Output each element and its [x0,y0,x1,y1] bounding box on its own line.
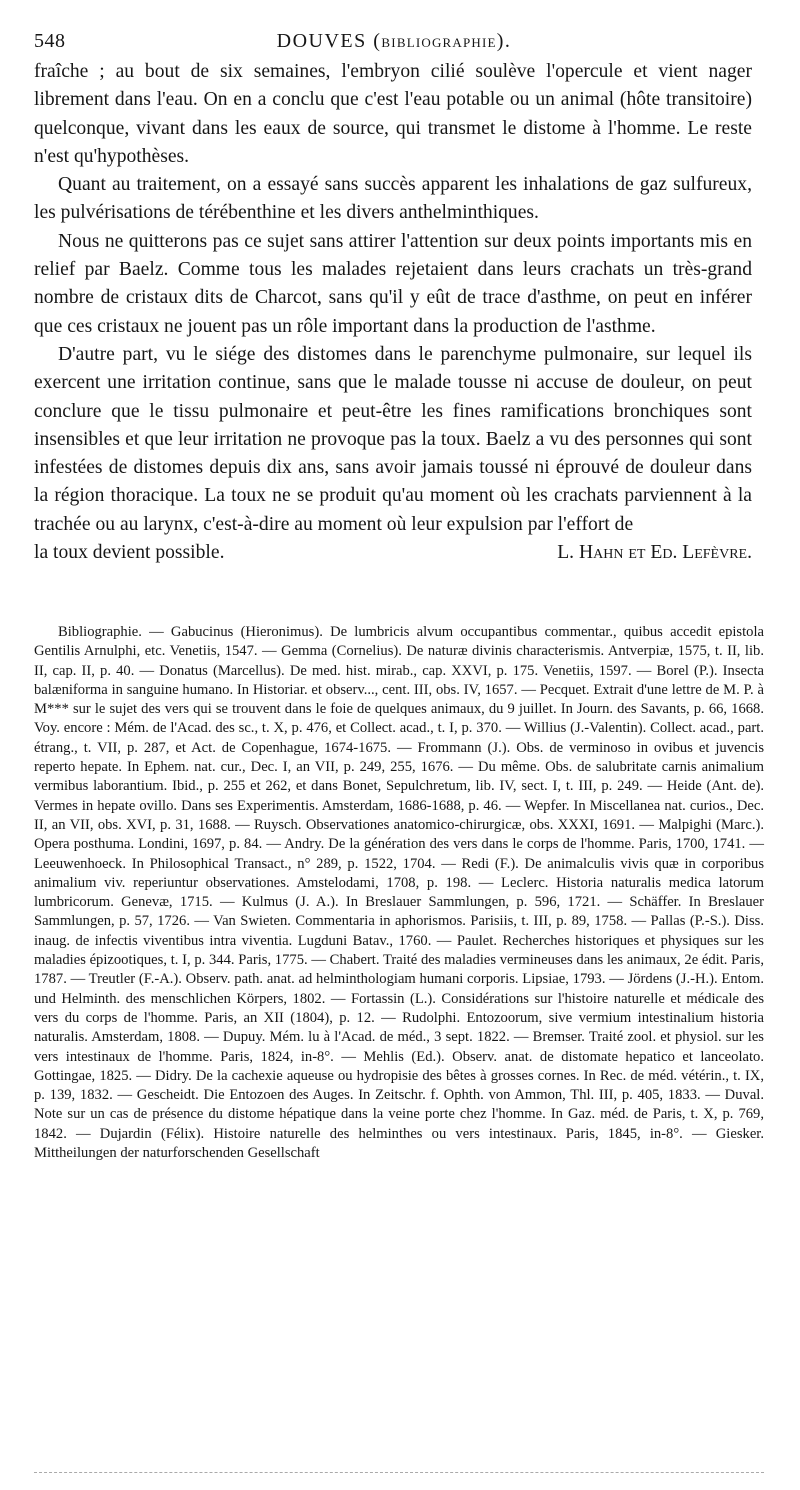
paragraph: D'autre part, vu le siége des distomes dans le parenchyme pulmonaire, sur lequel ils exercent une irritation continue, sans que le malade tousse ni accuse de douleur, on peut conclure que le tissu pulmonaire et peut-être les fines ramifications bronchiques sont insensibles et que leur irritation ne provoque pas la toux. Baelz a vu des personnes qui sont infestées de distomes depuis dix ans, sans avoir jamais toussé ni éprouvé de douleur dans la région thoracique. La toux ne se produit qu'au moment où les crachats parviennent à la trachée ou au larynx, c'est-à-dire au moment où leur expulsion par l'effort de [34,343,752,535]
page-number: 548 [34,30,66,52]
main-text [34,58,752,567]
running-title-section: BIBLIOGRAPHIE [381,35,497,50]
bibliography-section [34,623,764,1163]
footer-rule [34,1472,764,1473]
author-signature: L. Hahn et Ed. Lefèvre. [557,542,752,564]
bibliography-text: Bibliographie. — Gabucinus (Hieronimus). De lumbricis alvum occupantibus commentar., quibus accedit epistola Gentilis Arnulphi, etc. Venetiis, 1547. — Gemma (Cornelius). De naturæ divinis characterismis. Antverpiæ, 1575, t. II, lib. II, cap. II, p. 40. — Donatus (Marcellus). De med. hist. mirab., cap. XXVI, p. 175. Venetiis, 1597. — Borel (P.). Insecta balæniforma in sanguine humano. In Historiar. et observ..., cent. III, obs. IV, 1657. — Pecquet. Extrait d'une lettre de M. P. à M*** sur le sujet des vers qui se trouvent dans le foie de quelques animaux, du 9 juillet. In Journ. des Savants, p. 66, 1668. Voy. encore : Mém. de l'Acad. des sc., t. X, p. 476, et Collect. acad., t. I, p. 370. — Willius (J.-Valentin). Collect. acad., part. étrang., t. VII, p. 287, et Act. de Copenhague, 1674-1675. — Frommann (J.). Obs. de verminoso in ovibus et juvencis reperto hepate. In Ephem. nat. cur., Dec. I, an VII, p. 249, 255, 1676. — Du même. Obs. de salubritate carnis animalium vermibus laborantium. Ibid., p. 255 et 262, et dans Bonet, Sepulchretum, lib. IV, sect. I, t. III, p. 249. — Heide (Ant. de). Vermes in hepate ovillo. Dans ses Experimentis. Amsterdam, 1686-1688, p. 46. — Wepfer. In Miscellanea nat. curios., Dec. II, an VII, obs. XVI, p. 31, 1688. — Ruysch. Observationes anatomico-chirurgicæ, obs. XXXI, 1691. — Malpighi (Marc.). Opera posthuma. Londini, 1697, p. 84. — Andry. De la génération des vers dans le corps de l'homme. Paris, 1700, 1741. — Leeuwenhoeck. In Philosophical Transact., n° 289, p. 1522, 1704. — Redi (F.). De animalculis vivis quæ in corporibus animalium viv. reperiuntur observationes. Amstelodami, 1708, p. 198. — Leclerc. Historia naturalis medica latorum lumbricorum. Genevæ, 1715. — Kulmus (J. A.). In Breslauer Sammlungen, p. 596, 1721. — Schäffer. In Breslauer Sammlungen, p. 57, 1726. — Van Swieten. Commentaria in aphorismos. Parisiis, t. III, p. 89, 1758. — Pallas (P.-S.). Diss. inaug. de infectis viventibus intra viventia. Lugduni Batav., 1760. — Paulet. Recherches historiques et physiques sur les maladies épizootiques, t. I, p. 344. Paris, 1775. — Chabert. Traité des maladies vermineuses dans les animaux, 2e édit. Paris, 1787. — Treutler (F.-A.). Observ. path. anat. ad helminthologiam humani corporis. Lipsiae, 1793. — Jördens (J.-H.). Entom. und Helminth. des menschlichen Körpers, 1802. — Fortassin (L.). Considérations sur l'histoire naturelle et médicale des vers du corps de l'homme. Paris, an XII (1804), p. 12. — Rudolphi. Entozoorum, sive vermium intestinalium historia naturalis. Amsterdam, 1808. — Dupuy. Mém. lu à l'Acad. de méd., 3 sept. 1822. — Bremser. Traité zool. et physiol. sur les vers intestinaux de l'homme. Paris, 1824, in-8°. — Mehlis (Ed.). Observ. anat. de distomate hepatico et lanceolato. Gottingae, 1825. — Didry. De la cachexie aqueuse ou hydropisie des bêtes à grosses cornes. In Rec. de méd. vétérin., t. IX, p. 139, 1832. — Gescheidt. Die Entozoen des Auges. In Zeitschr. f. Ophth. von Ammon, Thl. III, p. 405, 1833. — Duval. Note sur un cas de présence du distome hépatique dans la veine porte chez l'homme. In Gaz. méd. de Paris, t. X, p. 769, 1842. — Dujardin (Félix). Histoire naturelle des helminthes ou vers intestinaux. Paris, 1845, in-8°. — Giesker. Mittheilungen der naturforschenden Gesellschaft [34,624,764,1162]
paragraph: fraîche ; au bout de six semaines, l'embryon cilié soulève l'opercule et vient nager librement dans l'eau. On en a conclu que c'est l'eau potable ou un animal (hôte transitoire) quelconque, vivant dans les eaux de source, qui transmet le distome à l'homme. Le reste n'est qu'hypothèses. [34,61,752,167]
signature-line [34,539,752,567]
page-header [34,30,754,56]
running-title [34,30,754,53]
running-title-main: DOUVES ( [276,30,382,52]
closing-text: la toux devient possible. [34,542,225,564]
paragraph: Nous ne quitterons pas ce sujet sans attirer l'attention sur deux points importants mis en relief par Baelz. Comme tous les malades rejetaient dans leurs crachats un très-grand nombre de cristaux dits de Charcot, sans qu'il y eût de trace d'asthme, on peut en inférer que ces cristaux ne jouent pas un rôle important dans la production de l'asthme. [34,230,752,337]
running-title-end: ). [496,30,512,52]
paragraph: Quant au traitement, on a essayé sans succès apparent les inhalations de gaz sulfureux, les pulvérisations de térébenthine et les divers anthelminthiques. [34,174,752,224]
